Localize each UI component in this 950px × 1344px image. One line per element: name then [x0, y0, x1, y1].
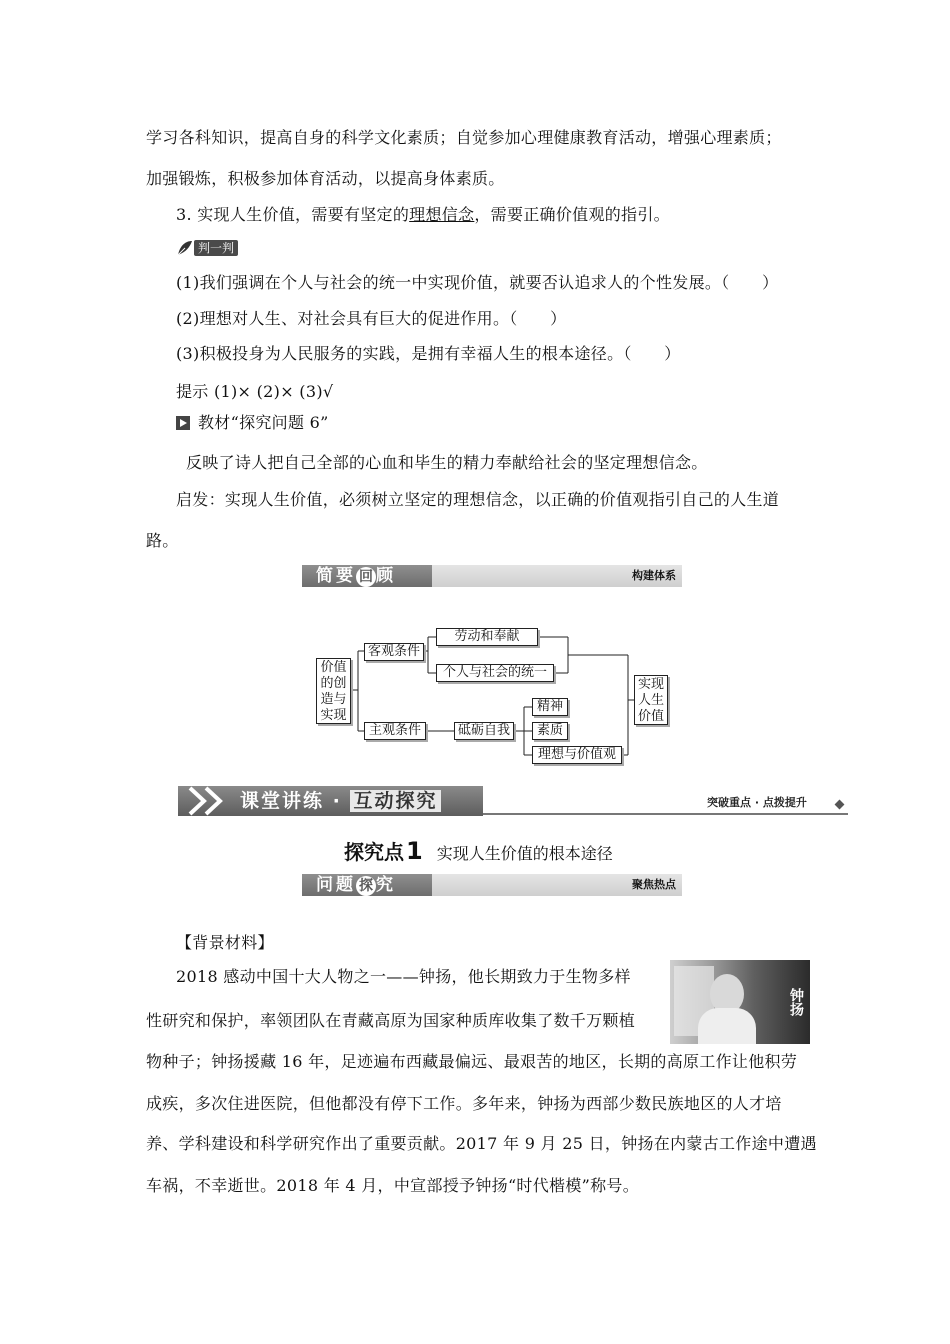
diagram-quality: 素质	[532, 722, 568, 740]
point-3-underlined: 理想信念	[409, 205, 475, 224]
question-title-circle: 探	[356, 876, 376, 896]
diagram-root: 价值的创造与实现	[316, 658, 351, 724]
photo-name: 钟扬	[788, 988, 804, 1016]
diagram-objective: 客观条件	[364, 643, 424, 661]
class-bar-title-a: 课堂讲练	[240, 790, 325, 812]
judge-item: (2)理想对人生、对社会具有巨大的促进作用。（ ）	[176, 309, 567, 328]
explore-heading	[344, 836, 613, 865]
textbook-insight: 启发：实现人生价值，必须树立坚定的理想信念，以正确的价值观指引自己的人生道	[176, 490, 780, 509]
diagram-labor: 劳动和奉献	[436, 628, 538, 646]
review-title-circle: 回	[356, 567, 376, 587]
point-3-post: ，需要正确价值观的指引。	[474, 205, 670, 224]
diagram-self: 砥砺自我	[454, 722, 514, 740]
diagram-unity: 个人与社会的统一	[436, 664, 554, 682]
background-line: 养、学科建设和科学研究作出了重要贡献。2017 年 9 月 25 日，钟扬在内蒙古工作途中遭遇	[146, 1134, 817, 1153]
diagram-spirit: 精神	[532, 698, 568, 716]
portrait-photo	[670, 960, 810, 1044]
class-bar	[178, 786, 483, 816]
class-bar-title-b: 互动探究	[350, 790, 440, 812]
diagram-result: 实现人生价值	[634, 675, 668, 725]
textbook-answer: 反映了诗人把自己全部的心血和毕生的精力奉献给社会的坚定理想信念。	[186, 453, 708, 472]
background-line: 性研究和保护，率领团队在青藏高原为国家种质库收集了数千万颗植	[146, 1011, 636, 1030]
review-title-a: 简要	[316, 566, 356, 586]
question-title-a: 问题	[316, 875, 356, 895]
class-bar-right: 突破重点 · 点拨提升	[707, 796, 807, 809]
paragraph-line: 加强锻炼，积极参加体育活动，以提高身体素质。	[146, 169, 505, 188]
judge-item: (3)积极投身为人民服务的实践，是拥有幸福人生的根本途径。（ ）	[176, 344, 681, 363]
photo-body	[698, 1008, 756, 1044]
point-3-pre: 3. 实现人生价值，需要有坚定的	[176, 205, 410, 224]
diagram-subjective: 主观条件	[364, 722, 426, 740]
judge-tag: 判一判	[194, 240, 238, 256]
diagram-ideal: 理想与价值观	[532, 746, 622, 764]
question-bar	[302, 874, 682, 896]
textbook-insight-cont: 路。	[146, 531, 179, 550]
class-bar-rule	[483, 813, 848, 815]
explore-label: 探究点	[344, 840, 404, 864]
background-line: 成疾，多次住进医院，但他都没有停下工作。多年来，钟扬为西部少数民族地区的人才培	[146, 1094, 782, 1113]
double-chevron-icon	[186, 786, 246, 816]
background-line: 车祸，不幸逝世。2018 年 4 月，中宣部授予钟扬“时代楷模”称号。	[146, 1176, 640, 1195]
explore-number: 1	[406, 837, 423, 865]
review-title-b: 顾	[376, 566, 396, 586]
question-title-b: 究	[376, 875, 396, 895]
review-right: 构建体系	[632, 569, 676, 582]
question-title	[316, 874, 396, 896]
background-line: 2018 感动中国十大人物之一——钟扬，他长期致力于生物多样	[176, 967, 631, 986]
class-bar-title	[240, 789, 441, 813]
question-right: 聚焦热点	[632, 878, 676, 891]
background-line: 物种子；钟扬援藏 16 年，足迹遍布西藏最偏远、最艰苦的地区，长期的高原工作让他积劳	[146, 1052, 798, 1071]
judge-item: (1)我们强调在个人与社会的统一中实现价值，就要否认追求人的个性发展。（ ）	[176, 273, 779, 292]
judge-hint: 提示 (1)× (2)× (3)√	[176, 382, 334, 401]
paragraph-line: 学习各科知识，提高自身的科学文化素质；自觉参加心理健康教育活动，增强心理素质；	[146, 128, 782, 147]
background-heading: 【背景材料】	[176, 933, 274, 952]
class-bar-dot: ·	[332, 790, 342, 812]
textbook-label: 教材“探究问题 6”	[198, 413, 329, 432]
explore-title: 实现人生价值的根本途径	[436, 844, 613, 863]
